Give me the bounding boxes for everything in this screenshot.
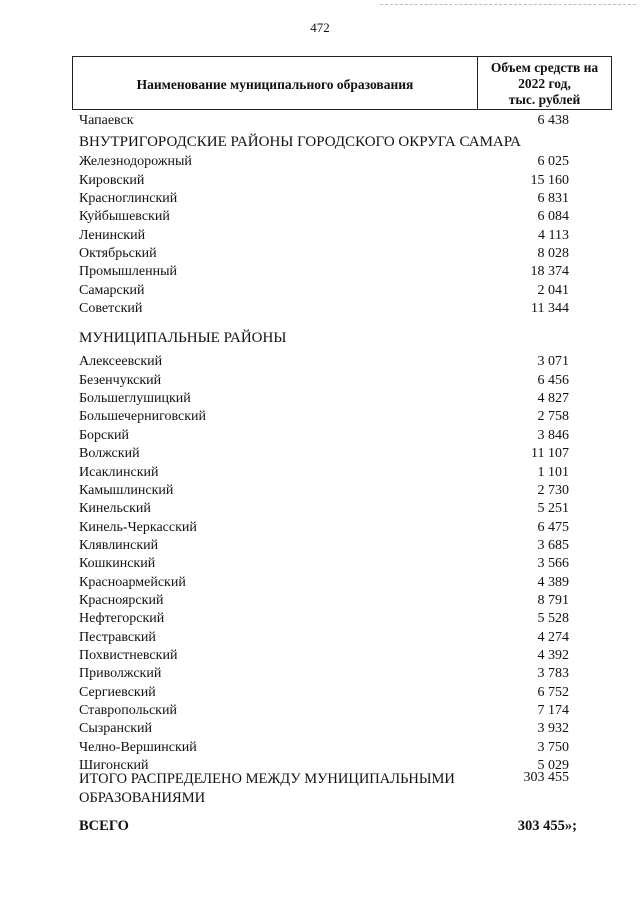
table-row [79, 500, 599, 518]
row-value: 6 438 [537, 113, 569, 128]
row-value: 6 025 [537, 154, 569, 170]
row-name: Ленинский [79, 227, 146, 243]
table-row [79, 408, 599, 426]
total-distributed [79, 770, 599, 808]
total-value: 303 455 [523, 770, 569, 785]
table-row [79, 720, 599, 738]
row-value: 3 071 [537, 354, 569, 370]
row-value: 5 029 [537, 758, 569, 773]
header-amount-line: 2022 год, [518, 76, 571, 91]
table-row [79, 684, 599, 702]
table-row [79, 372, 599, 390]
table-row [79, 555, 599, 573]
row-value: 4 113 [538, 227, 569, 243]
table-row [79, 190, 599, 208]
row-name: Большеглушицкий [79, 391, 191, 407]
row-name: Самарский [79, 282, 145, 298]
table-row [79, 665, 599, 683]
row-value: 6 456 [537, 372, 569, 388]
row-name: Красноглинский [79, 191, 178, 207]
table-row [79, 263, 599, 281]
row-name: Камышлинский [79, 482, 174, 498]
row-name: Промышленный [79, 264, 177, 280]
row-value: 6 084 [537, 209, 569, 225]
table-row [79, 245, 599, 263]
row-value: 5 528 [537, 611, 569, 627]
table-row [79, 610, 599, 628]
row-value: 4 274 [537, 629, 569, 645]
table-row [79, 629, 599, 647]
table-row [79, 172, 599, 190]
row-value: 6 831 [537, 191, 569, 207]
header-amount-line: Объем средств на [490, 60, 599, 75]
table-row [79, 739, 599, 757]
row-value: 15 160 [530, 172, 569, 188]
header-amount-column [478, 60, 611, 108]
row-name: Приволжский [79, 666, 162, 682]
row-value: 5 251 [537, 501, 569, 517]
table-row [79, 592, 599, 610]
table-row [79, 445, 599, 463]
row-name: Кошкинский [79, 556, 156, 572]
row-value: 11 344 [531, 301, 569, 317]
row-name: Волжский [79, 446, 140, 462]
table-body [79, 112, 599, 775]
row-value: 1 101 [537, 464, 569, 480]
row-name: Похвистневский [79, 647, 178, 663]
page-number: 472 [310, 20, 330, 35]
row-name: Нефтегорский [79, 611, 165, 627]
row-name: Ставропольский [79, 702, 177, 718]
row-name: Безенчукский [79, 372, 162, 388]
row-name: Клявлинский [79, 537, 159, 553]
row-name: Борский [79, 427, 130, 443]
row-name: Сергиевский [79, 684, 156, 700]
row-value: 4 389 [537, 574, 569, 590]
row-name: Кинель-Черкасский [79, 519, 197, 535]
row-name: Сызранский [79, 721, 152, 737]
row-value: 6 752 [537, 684, 569, 700]
table-row [79, 390, 599, 408]
row-value: 4 392 [537, 647, 569, 663]
top-rule [380, 4, 636, 5]
row-value: 3 685 [537, 537, 569, 553]
rows-municipal-group [79, 353, 599, 775]
row-name: Большечерниговский [79, 409, 207, 425]
rows-top-group [79, 112, 599, 130]
table-row [79, 353, 599, 371]
row-value: 7 174 [537, 702, 569, 718]
rows-city-group [79, 153, 599, 318]
row-value: 2 730 [537, 482, 569, 498]
table-row [79, 208, 599, 226]
table-row [79, 702, 599, 720]
table-row [79, 427, 599, 445]
table-row [79, 574, 599, 592]
row-name: Красноармейский [79, 574, 186, 590]
row-value: 18 374 [530, 264, 569, 280]
row-value: 2 758 [537, 409, 569, 425]
table-header [72, 56, 612, 110]
row-name: Исаклинский [79, 464, 159, 480]
row-value: 4 827 [537, 391, 569, 407]
row-value: 11 107 [531, 446, 569, 462]
row-value: 3 750 [537, 739, 569, 755]
table-row [79, 227, 599, 245]
section-heading-city-districts: ВНУТРИГОРОДСКИЕ РАЙОНЫ ГОРОДСКОГО ОКРУГА САМАРА [79, 134, 521, 151]
row-value: 3 932 [537, 721, 569, 737]
row-name: Пестравский [79, 629, 156, 645]
table-row [79, 537, 599, 555]
table-row [79, 519, 599, 537]
row-name: Куйбышевский [79, 209, 170, 225]
header-name-column: Наименование муниципального образования [136, 77, 414, 92]
row-name: Челно-Вершинский [79, 739, 197, 755]
row-value: 3 566 [537, 556, 569, 572]
header-amount-line: тыс. рублей [508, 92, 581, 107]
row-value: 2 041 [537, 282, 569, 298]
grand-total-value: 303 455»; [517, 818, 577, 834]
grand-total-label: ВСЕГО [79, 818, 129, 834]
total-label-line-1: ИТОГО РАСПРЕДЕЛЕНО МЕЖДУ МУНИЦИПАЛЬНЫМИ [79, 771, 455, 787]
row-name: Алексеевский [79, 354, 163, 370]
table-row [79, 482, 599, 500]
row-name: Советский [79, 301, 143, 317]
total-label-line-2: ОБРАЗОВАНИЯМИ [79, 790, 206, 806]
row-value: 6 475 [537, 519, 569, 535]
row-name: Октябрьский [79, 246, 157, 262]
section-heading-municipal-districts: МУНИЦИПАЛЬНЫЕ РАЙОНЫ [79, 330, 287, 347]
table-row [79, 282, 599, 300]
row-value: 8 028 [537, 246, 569, 262]
table-row [79, 464, 599, 482]
row-name: Кинельский [79, 501, 151, 517]
row-name: Чапаевск [79, 113, 134, 128]
table-row [79, 300, 599, 318]
grand-total [79, 818, 599, 835]
row-name: Кировский [79, 172, 145, 188]
row-name: Железнодорожный [79, 154, 192, 170]
row-value: 8 791 [537, 592, 569, 608]
row-value: 3 783 [537, 666, 569, 682]
table-row [79, 112, 599, 130]
table-row [79, 647, 599, 665]
table-row [79, 153, 599, 171]
row-name: Шигонский [79, 758, 149, 773]
row-value: 3 846 [537, 427, 569, 443]
row-name: Красноярский [79, 592, 164, 608]
